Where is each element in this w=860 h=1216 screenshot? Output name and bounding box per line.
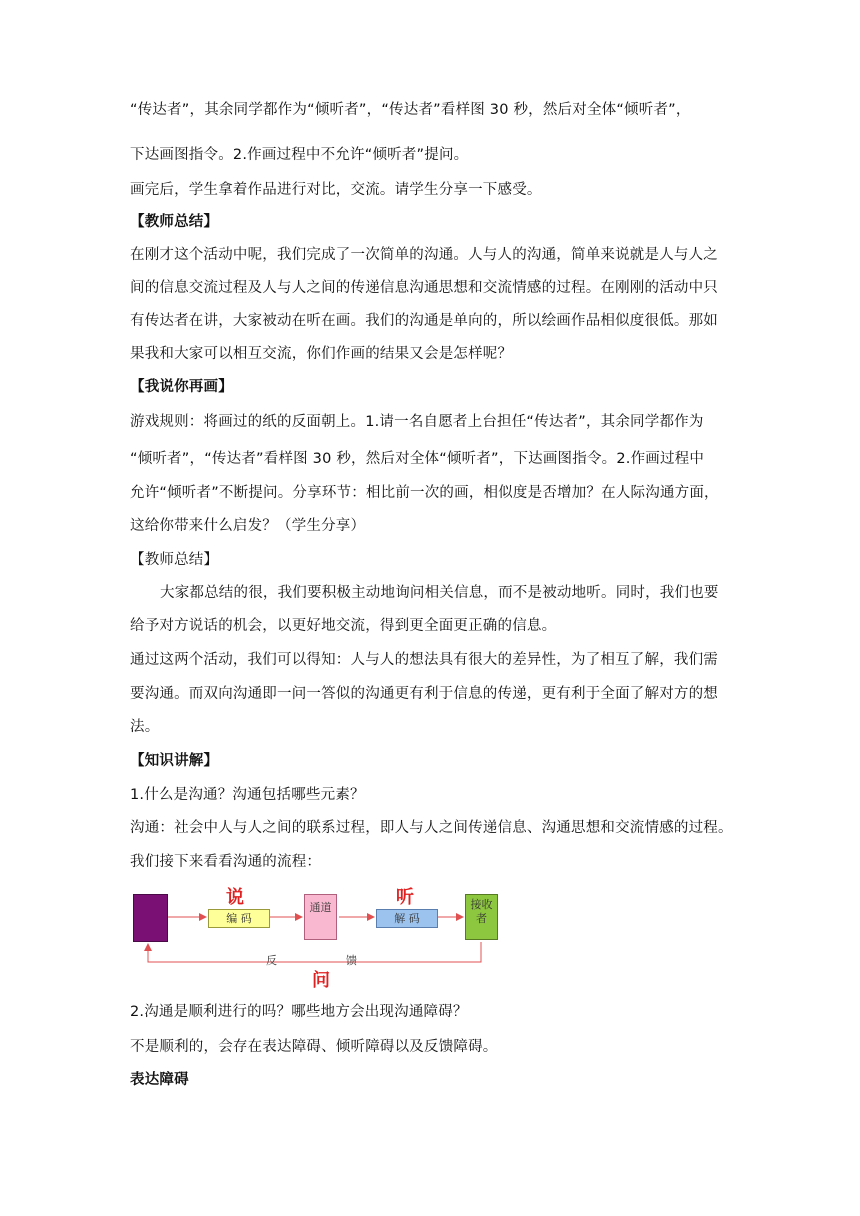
section-heading: 【知识讲解】 [130,753,219,769]
paragraph-line: 通过这两个活动，我们可以得知：人与人的想法具有很大的差异性，为了相互了解，我们需 [130,652,718,668]
paragraph-line: 大家都总结的很，我们要积极主动地询问相关信息，而不是被动地听。同时，我们也要 [160,585,719,601]
receiver-box: 接收者 [465,894,498,940]
paragraph-line: 游戏规则：将画过的纸的反面朝上。1.请一名自愿者上台担任“传达者”，其余同学都作为 [130,414,704,430]
paragraph-line: 画完后，学生拿着作品进行对比，交流。请学生分享一下感受。 [130,182,542,198]
section-heading: 【我说你再画】 [130,379,233,395]
feedback-loop-arrow [148,942,481,962]
feedback-label-2: 馈 [346,954,357,967]
ask-label: 问 [312,970,330,991]
paragraph-line: 间的信息交流过程及人与人之间的传递信息沟通思想和交流情感的过程。在刚刚的活动中只 [130,280,718,296]
encode-box: 编 码 [208,909,270,928]
paragraph-line: 果我和大家可以相互交流，你们作画的结果又会是怎样呢？ [130,346,513,362]
listen-label: 听 [396,887,414,908]
section-heading: 【教师总结】 [130,214,219,230]
paragraph-line: 有传达者在讲，大家被动在听在画。我们的沟通是单向的，所以绘画作品相似度很低。那如 [130,313,718,329]
paragraph-line: 法。 [130,719,160,735]
decode-box: 解 码 [376,909,438,928]
paragraph-line: 下达画图指令。2.作画过程中不允许“倾听者”提问。 [130,147,469,163]
sender-box [133,894,168,942]
section-heading: 【教师总结】 [130,552,219,568]
section-heading: 表达障碍 [130,1072,189,1088]
channel-box: 通道 [304,894,337,940]
paragraph-line: “倾听者”，“传达者”看样图 30 秒，然后对全体“倾听者”，下达画图指令。2.作画过程中 [130,451,705,467]
communication-flow-diagram [128,886,532,992]
paragraph-line: 要沟通。而双向沟通即一问一答似的沟通更有利于信息的传递，更有利于全面了解对方的想 [130,686,718,702]
paragraph-line: 1.什么是沟通？沟通包括哪些元素？ [130,787,365,803]
feedback-label-1: 反 [266,954,277,967]
paragraph-line: 给予对方说话的机会，以更好地交流，得到更全面更正确的信息。 [130,618,557,634]
paragraph-line: 沟通：社会中人与人之间的联系过程，即人与人之间传递信息、沟通思想和交流情感的过程。 [130,820,733,836]
paragraph-line: 不是顺利的，会存在表达障碍、倾听障碍以及反馈障碍。 [130,1039,498,1055]
paragraph-line: “传达者”，其余同学都作为“倾听者”，“传达者”看样图 30 秒，然后对全体“倾听者”， [130,102,691,118]
paragraph-line: 这给你带来什么启发？（学生分享） [130,518,366,534]
speak-label: 说 [226,887,244,908]
paragraph-line: 2.沟通是顺利进行的吗？哪些地方会出现沟通障碍？ [130,1004,468,1020]
paragraph-line: 我们接下来看看沟通的流程： [130,854,322,870]
paragraph-line: 允许“倾听者”不断提问。分享环节：相比前一次的画，相似度是否增加？在人际沟通方面， [130,485,719,501]
paragraph-line: 在刚才这个活动中呢，我们完成了一次简单的沟通。人与人的沟通，简单来说就是人与人之 [130,247,718,263]
